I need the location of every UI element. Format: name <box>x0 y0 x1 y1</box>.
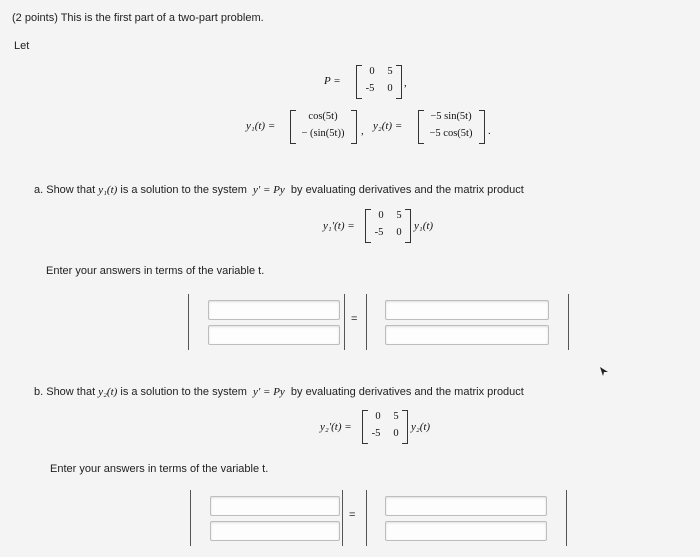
y2-right-bracket <box>479 110 485 144</box>
y2-entry: −5 cos(5t) <box>429 128 473 139</box>
part-b-matrix-right-bracket <box>402 410 408 444</box>
part-a-equals: = <box>351 313 358 325</box>
part-a-left-bracket-inner <box>344 294 345 350</box>
part-a-instruction: Enter your answers in terms of the variable t. <box>46 265 265 277</box>
y1-entry: cos(5t) <box>308 111 338 122</box>
part-a-eq-rhs-vector: y₁(t) <box>414 220 434 232</box>
matrix-P-entry: 0 <box>387 83 393 94</box>
y1-entry: − (sin(5t)) <box>301 128 345 139</box>
part-a-matrix-entry: 0 <box>378 210 384 221</box>
vector-separator: , <box>361 125 364 137</box>
y1-right-bracket <box>351 110 357 144</box>
matrix-P-entry: -5 <box>365 83 375 94</box>
matrix-P-entry: 5 <box>387 66 393 77</box>
part-b-prompt: b. Show that y₂(t) is a solution to the system y′ = Py by evaluating derivatives and the matrix product <box>34 386 524 398</box>
y2-entry: −5 sin(5t) <box>430 111 472 122</box>
part-a-matrix-entry: 5 <box>396 210 402 221</box>
matrix-P-entry: 0 <box>369 66 375 77</box>
part-a-matrix-right-bracket <box>405 209 411 243</box>
problem-header: (2 points) This is the first part of a two-part problem. <box>12 12 264 24</box>
part-a-matrix-entry: 0 <box>396 227 402 238</box>
part-b-right-top-input[interactable] <box>385 496 547 516</box>
part-a-right-bottom-input[interactable] <box>385 325 549 345</box>
part-b-matrix-entry: 5 <box>393 411 399 422</box>
part-b-right-bracket-inner <box>366 490 367 546</box>
part-b-matrix-entry: 0 <box>393 428 399 439</box>
part-a-right-bracket-inner <box>366 294 367 350</box>
part-a-left-bottom-input[interactable] <box>208 325 340 345</box>
matrix-P-lhs: P = <box>324 75 341 87</box>
matrix-P-right-bracket <box>396 65 402 99</box>
y2-lhs: y₂(t) = <box>373 120 403 132</box>
part-b-left-top-input[interactable] <box>210 496 340 516</box>
matrix-P-comma: , <box>404 77 407 89</box>
part-b-matrix-entry: 0 <box>375 411 381 422</box>
vector-period: . <box>488 125 491 137</box>
y1-lhs: y₁(t) = <box>246 120 276 132</box>
part-a-left-top-input[interactable] <box>208 300 340 320</box>
part-b-matrix-entry: -5 <box>371 428 381 439</box>
part-b-right-bottom-input[interactable] <box>385 521 547 541</box>
cursor-icon <box>600 363 608 381</box>
part-a-eq-lhs: y₁′(t) = <box>323 220 355 232</box>
part-a-matrix-entry: -5 <box>374 227 384 238</box>
part-b-left-bracket-outer <box>190 490 191 546</box>
part-a-left-bracket-outer <box>188 294 189 350</box>
part-a-right-bracket-outer <box>568 294 569 350</box>
part-a-prompt: a. Show that y₁(t) is a solution to the system y′ = Py by evaluating derivatives and the matrix product <box>34 184 524 196</box>
part-b-eq-lhs: y₂′(t) = <box>320 421 352 433</box>
part-b-left-bottom-input[interactable] <box>210 521 340 541</box>
part-b-instruction: Enter your answers in terms of the variable t. <box>50 463 269 475</box>
part-b-left-bracket-inner <box>342 490 343 546</box>
part-b-right-bracket-outer <box>566 490 567 546</box>
part-b-equals: = <box>349 509 356 521</box>
let-label: Let <box>14 40 30 52</box>
part-a-right-top-input[interactable] <box>385 300 549 320</box>
part-b-eq-rhs-vector: y₂(t) <box>411 421 431 433</box>
